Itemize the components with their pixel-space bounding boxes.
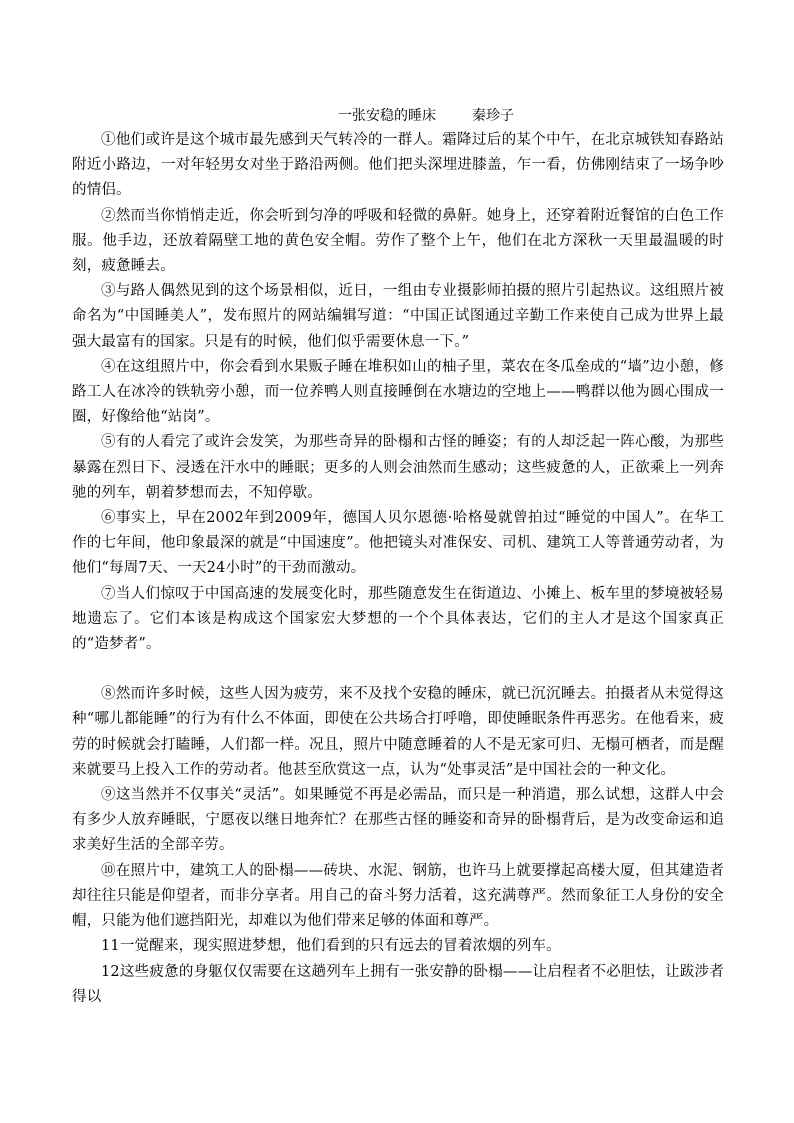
paragraph-11: 11一觉醒来，现实照进梦想，他们看到的只有远去的冒着浓烟的列车。: [101, 938, 561, 955]
paragraph-10: ⑩在照片中，建筑工人的卧榻——砖块、水泥、钢筋，也许马上就要撑起高楼大厦，但其建造者却往往只能是仰望者，而非分享者。用自己的奋斗努力活着，这充满尊严。然而象征工人身份的安全帽，只能为他们遮挡阳光，却难以为他们带来足够的体面和尊严。: [72, 862, 724, 930]
document-page: [72, 104, 724, 1010]
paragraph-5: ⑤有的人看完了或许会发笑，为那些奇异的卧榻和古怪的睡姿；有的人却泛起一阵心酸，为那些暴露在烈日下、浸透在汗水中的睡眠；更多的人则会油然而生感动；这些疲惫的人，正欲乘上一列奔驰的列车，朝着梦想而去，不知停歇。: [72, 434, 724, 501]
paragraph-7: ⑦当人们惊叹于中国高速的发展变化时，那些随意发生在街道边、小摊上、板车里的梦境被轻易地遗忘了。它们本该是构成这个国家宏大梦想的一个个具体表达，它们的主人才是这个国家真正的“造梦者”。: [72, 585, 724, 653]
paragraph-1: ①他们或许是这个城市最先感到天气转冷的一群人。霜降过后的某个中午，在北京城铁知春路站附近小路边，一对年轻男女对坐于路沿两侧。他们把头深埋进膝盖，乍一看，仿佛刚结束了一场争吵的情侣。: [72, 132, 724, 199]
paragraph-3: ③与路人偶然见到的这个场景相似，近日，一组由专业摄影师拍摄的照片引起热议。这组照片被命名为“中国睡美人”，发布照片的网站编辑写道：“中国正试图通过辛勤工作来使自己成为世界上最强大最富有的国家。只是有的时候，他们似乎需要休息一下。”: [72, 283, 724, 350]
paragraph-8: ⑧然而许多时候，这些人因为疲劳，来不及找个安稳的睡床，就已沉沉睡去。拍摄者从未觉得这种“哪儿都能睡”的行为有什么不体面，即使在公共场合打呼噜，即使睡眠条件再恶劣。在他看来，疲劳的时候就会打瞌睡，人们都一样。况且，照片中随意睡着的人不是无家可归、无榻可栖者，而是醒来就要马上投入工作的劳动者。他甚至欣赏这一点，认为“处事灵活”是中国社会的一种文化。: [72, 686, 724, 778]
article-title: 一张安稳的睡床: [338, 108, 436, 124]
blank-line: [72, 657, 724, 682]
paragraph-9: ⑨这当然并不仅事关“灵活”。如果睡觉不再是必需品，而只是一种消遣，那么试想，这群人中会有多少人放弃睡眠，宁愿夜以继日地奔忙？在那些古怪的睡姿和奇异的卧榻背后，是为改变命运和追求美好生活的全部辛劳。: [72, 787, 724, 854]
paragraph-6: ⑥事实上，早在2002年到2009年，德国人贝尔恩德·哈格曼就曾拍过“睡觉的中国人”。在华工作的七年间，他印象最深的就是“中国速度”。他把镜头对准保安、司机、建筑工人等普通劳动者，为他们“每周7天、一天24小时”的干劲而激动。: [72, 510, 724, 577]
title-row: [72, 104, 724, 128]
paragraph-2: ②然而当你悄悄走近，你会听到匀净的呼吸和轻微的鼻鼾。她身上，还穿着附近餐馆的白色工作服。他手边，还放着隔壁工地的黄色安全帽。劳作了整个上午，他们在北方深秋一天里最温暖的时刻，疲惫睡去。: [72, 207, 724, 275]
paragraph-4: ④在这组照片中，你会看到水果贩子睡在堆积如山的柚子里，菜农在冬瓜垒成的“墙”边小憩，修路工人在冰冷的铁轨旁小憩，而一位养鸭人则直接睡倒在水塘边的空地上——鸭群以他为圆心围成一圈，好像给他“站岗”。: [72, 358, 724, 426]
article-author: 秦珍子: [472, 108, 514, 124]
paragraph-12: 12这些疲惫的身躯仅仅需要在这趟列车上拥有一张安静的卧榻——让启程者不必胆怯，让跋涉者得以: [72, 963, 724, 1005]
